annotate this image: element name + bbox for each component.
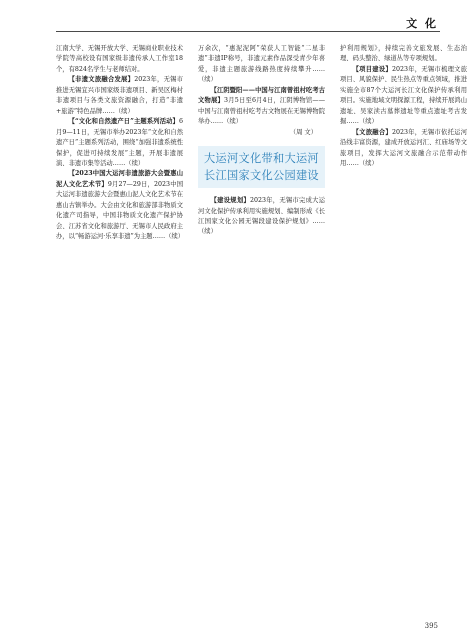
paragraph-body: 6月9—11日，无锡市举办2023年“文化和自然遗产日”主题系列活动，围绕“加强非遗系统性保护，促进可持续发展”主题，开展非遗展演、非遗市集等活动……（续）	[56, 118, 183, 167]
banner-line: 长江国家文化公园建设	[204, 169, 319, 183]
paragraph-heading: 【江阴暨阳——中国与江南曾祖村吃考古文物展】	[198, 86, 325, 105]
paragraph-body: 万余次，“惠泥泥阿”荣获人工智能“二星非遗”非遗IP称号，非遗元素作品深受青少年喜爱，非遗主题旅游线路热度持续攀升……（续）	[198, 45, 325, 84]
section-title: 文 化	[406, 17, 438, 30]
header-rule	[56, 31, 440, 32]
paragraph-body: 2023年，无锡市依托运河沿线丰富资源，建成开放运河汇、红庙场等文旅项目，发挥大运河文旅融合示范带动作用……（续）	[340, 128, 468, 167]
paragraph-heading: 【建设规划】	[210, 197, 250, 205]
paragraph	[198, 196, 325, 238]
paragraph	[198, 44, 325, 86]
column-2	[198, 44, 325, 238]
byline: （周 文）	[289, 128, 317, 136]
paragraph	[56, 75, 183, 117]
paragraph	[340, 65, 467, 128]
paragraph-body: 3月5日至6月4日，江阴博物馆——中国与江南曾祖村吃考古文物展在无锡博物院举办……（续）	[198, 97, 325, 126]
paragraph	[198, 86, 325, 128]
paragraph-heading: 【非遗文旅融合发展】	[68, 76, 135, 84]
paragraph	[340, 128, 467, 170]
paragraph-body: 9月27—29日，2023中国大运河非遗旅游大会暨惠山泥人文化艺术节在惠山古镇举办。大会由文化和旅游部非物质文化遗产司指导，中国非物质文化遗产保护协会、江苏省文化和旅游厅、无锡市人民政府主办，以“畅游运河·乐享非遗”为主题……（续）	[56, 180, 185, 241]
paragraph	[340, 44, 467, 65]
paragraph-heading: 【2023中国大运河非遗旅游大会暨惠山泥人文化艺术节】	[56, 170, 183, 188]
paragraph-body: 江南大学、无锡开放大学、无锡商业职业技术学院等高校设有国家级非遗传承人工作室18个，有824名学生与老师结对。	[56, 45, 183, 73]
column-3	[340, 44, 467, 169]
paragraph	[56, 117, 183, 169]
paragraph-heading: 【项目建设】	[352, 65, 392, 73]
paragraph-body: 护利用规划》，持续完善文旅发展、生态治理、码头整治、绿道丛等专项规划。	[340, 45, 467, 63]
paragraph-body: 2023年，无锡市推进无锡宜兴市国家级非遗项目、新吴区梅村非遗项目与各类文旅资源融合，打造“非遗+旅游”特色品牌……（续）	[56, 76, 184, 115]
section-banner	[198, 146, 325, 188]
paragraph	[56, 169, 183, 242]
column-1	[56, 44, 183, 243]
page-number: 395	[424, 622, 438, 630]
paragraph-body: 2023年，无锡市完成大运河文化保护传承利用实施规划、编制形成《长江国家文化公园无锡段建设保护规划》……（续）	[198, 197, 326, 236]
paragraph-heading: 【“文化和自然遗产日”主题系列活动】	[68, 118, 179, 126]
paragraph-body: 2023年，无锡市梳理文旅项目、风貌保护、民生热点等重点领域，推进实施全市87个大运河长江文化保护传承利用项目。实施地域文明探源工程，持续开展鸿山遗址、吴家渎古墓葬遗址等重点遗址考古发掘……（续）	[340, 65, 468, 126]
banner-line: 大运河文化带和大运河	[204, 152, 319, 166]
paragraph-heading: 【文旅融合】	[352, 128, 392, 136]
paragraph	[56, 44, 183, 75]
